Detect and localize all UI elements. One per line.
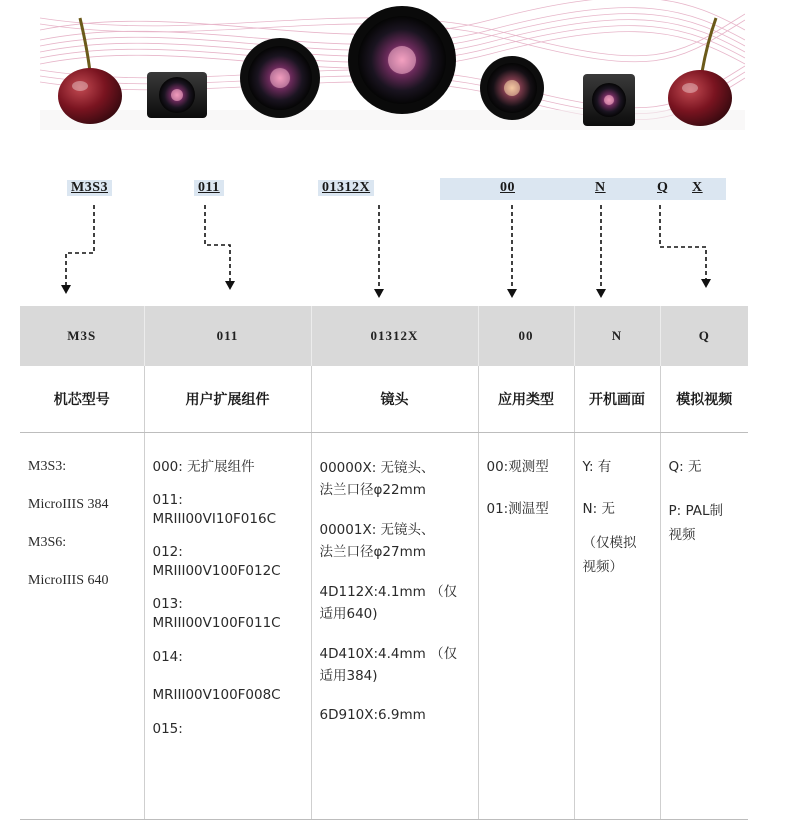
- connector-model: [66, 205, 94, 287]
- camera-core-icon: [147, 72, 207, 118]
- list-item: 00000X: 无镜头、 法兰口径φ22mm: [319, 460, 435, 498]
- list-item: MicroIIIS 384: [28, 497, 109, 512]
- detail-extension: [144, 433, 311, 820]
- list-item: 015:: [152, 721, 183, 737]
- code-segment-application: 00: [500, 180, 515, 195]
- code-segment-model: M3S3: [67, 180, 112, 196]
- list-item: 01:测温型: [486, 501, 549, 517]
- name-lens: 镜头: [311, 366, 478, 433]
- list-item: 000: 无扩展组件: [152, 459, 255, 475]
- detail-model: [20, 433, 144, 820]
- name-extension: 用户扩展组件: [144, 366, 311, 433]
- code-header-boot-screen: N: [574, 306, 660, 366]
- name-model: 机芯型号: [20, 366, 144, 433]
- camera-core-2-icon: [583, 74, 635, 126]
- lens-icon: [240, 38, 320, 118]
- name-boot-screen: 开机画面: [574, 366, 660, 433]
- list-item: 6D910X:6.9mm: [319, 707, 426, 723]
- code-header-extension: 011: [144, 306, 311, 366]
- list-item: 014:: [152, 649, 183, 665]
- banner-illustration: [40, 0, 745, 130]
- code-header-application: 00: [478, 306, 574, 366]
- medium-lens-icon: [480, 56, 544, 120]
- list-item: （仅模拟 视频）: [582, 535, 637, 575]
- list-item: 4D410X:4.4mm （仅 适用384): [319, 646, 458, 684]
- code-header-analog-video: Q: [660, 306, 748, 366]
- list-item: MRIII00V100F008C: [152, 687, 281, 703]
- name-application: 应用类型: [478, 366, 574, 433]
- list-item: 012: MRIII00V100F012C: [152, 544, 281, 579]
- list-item: 013: MRIII00V100F011C: [152, 596, 281, 631]
- connector-extension: [205, 205, 230, 283]
- list-item: 00:观测型: [486, 459, 549, 475]
- code-header-model: M3S: [20, 306, 144, 366]
- cherry-left-icon: [58, 18, 122, 124]
- code-segment-extension: 011: [194, 180, 224, 196]
- code-segment-boot-screen: N: [595, 180, 606, 195]
- code-segment-lens: 01312X: [318, 180, 374, 196]
- connector-analog-video: [660, 205, 706, 281]
- list-item: 011: MRIII00VI10F016C: [152, 492, 277, 527]
- list-item: M3S6:: [28, 535, 67, 550]
- detail-row: [20, 433, 748, 820]
- list-item: N: 无: [582, 501, 615, 517]
- list-item: Y: 有: [582, 459, 612, 475]
- detail-lens: [311, 433, 478, 820]
- code-segment-analog-video: Q: [657, 180, 669, 195]
- list-item: M3S3:: [28, 459, 67, 474]
- detail-application: [478, 433, 574, 820]
- connector-arrows: [0, 195, 800, 305]
- name-row: [20, 366, 748, 433]
- product-banner: [40, 0, 745, 130]
- detail-boot-screen: [574, 433, 660, 820]
- list-item: P: PAL制 视频: [668, 503, 724, 543]
- name-analog-video: 模拟视频: [660, 366, 748, 433]
- list-item: 4D112X:4.1mm （仅 适用640): [319, 584, 458, 622]
- list-item: 00001X: 无镜头、 法兰口径φ27mm: [319, 522, 435, 560]
- list-item: Q: 无: [668, 459, 702, 475]
- code-segment-suffix: X: [692, 180, 703, 195]
- large-lens-icon: [348, 6, 456, 114]
- spec-table: [20, 306, 748, 820]
- code-row: [20, 306, 748, 366]
- list-item: MicroIIIS 640: [28, 573, 109, 588]
- detail-analog-video: [660, 433, 748, 820]
- code-header-lens: 01312X: [311, 306, 478, 366]
